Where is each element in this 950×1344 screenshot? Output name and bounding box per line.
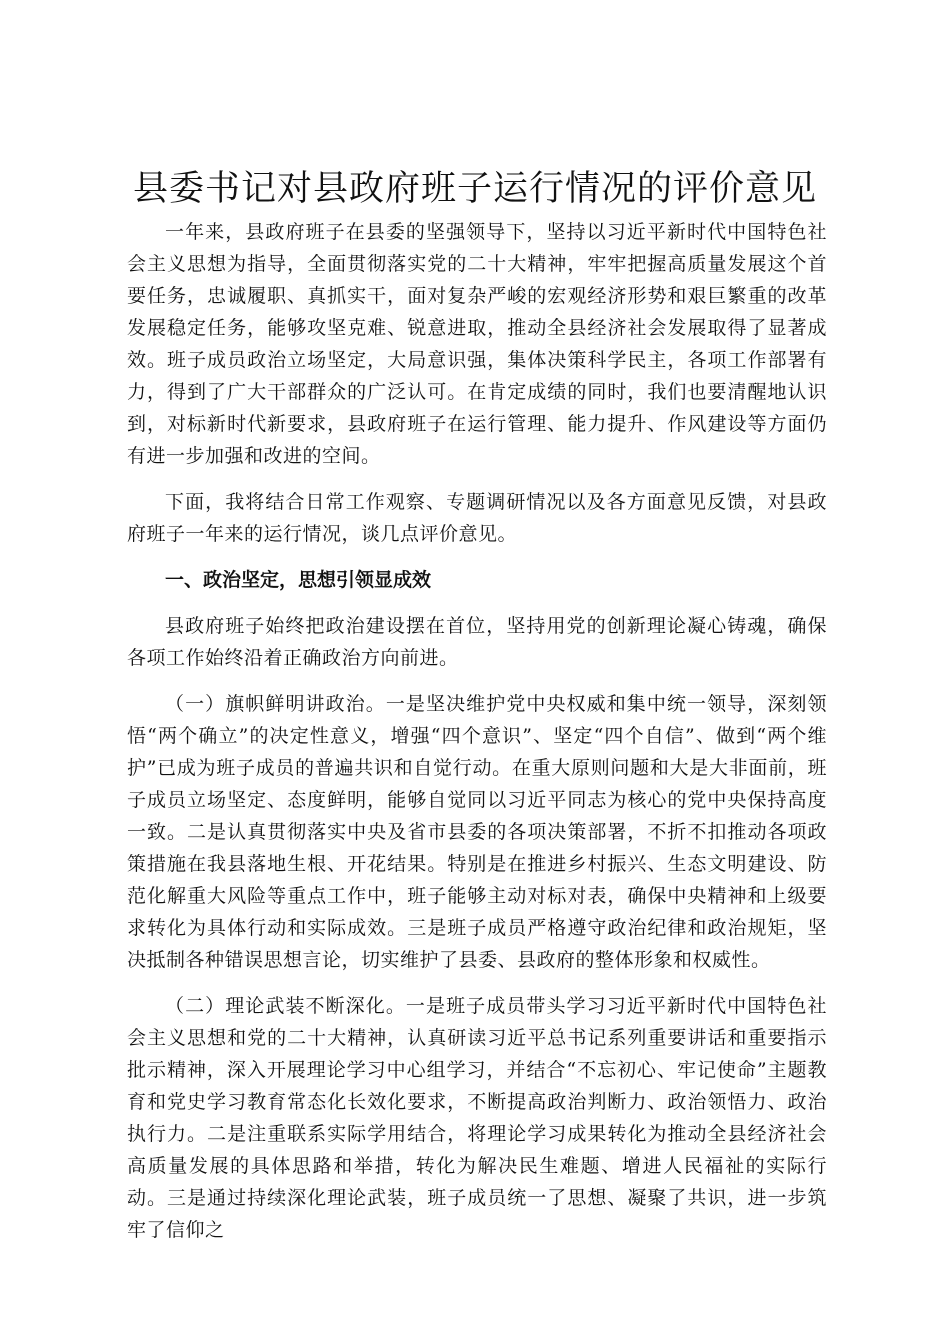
document-title: 县委书记对县政府班子运行情况的评价意见	[132, 169, 817, 209]
paragraph-preface: 下面，我将结合日常工作观察、专题调研情况以及各方面意见反馈，对县政府班子一年来的运行情况，谈几点评价意见。	[127, 491, 827, 545]
paragraph-section-1-summary: 县政府班子始终把政治建设摆在首位，坚持用党的创新理论凝心铸魂，确保各项工作始终沿着正确政治方向前进。	[127, 615, 827, 669]
paragraph-intro: 一年来，县政府班子在县委的坚强领导下，坚持以习近平新时代中国特色社会主义思想为指导，全面贯彻落实党的二十大精神，牢牢把握高质量发展这个首要任务，忠诚履职、真抓实干，面对复杂严峻的宏观经济形势和艰巨繁重的改革发展稳定任务，能够攻坚克难、锐意进取，推动全县经济社会发展取得了显著成效。班子成员政治立场坚定，大局意识强，集体决策科学民主，各项工作部署有力，得到了广大干部群众的广泛认可。在肯定成绩的同时，我们也要清醒地认识到，对标新时代新要求，县政府班子在运行管理、能力提升、作风建设等方面仍有进一步加强和改进的空间。	[127, 221, 827, 467]
document-body	[127, 216, 827, 1260]
section-heading-1: 一、政治坚定，思想引领显成效	[165, 569, 432, 591]
paragraph-subsection-2: （二）理论武装不断深化。一是班子成员带头学习习近平新时代中国特色社会主义思想和党的二十大精神，认真研读习近平总书记系列重要讲话和重要指示批示精神，深入开展理论学习中心组学习，并结合“不忘初心、牢记使命”主题教育和党史学习教育常态化长效化要求，不断提高政治判断力、政治领悟力、政治执行力。二是注重联系实际学用结合，将理论学习成果转化为推动全县经济社会高质量发展的具体思路和举措，转化为解决民生难题、增进人民福祉的实际行动。三是通过持续深化理论武装，班子成员统一了思想、凝聚了共识，进一步筑牢了信仰之	[127, 995, 827, 1241]
paragraph-subsection-1: （一）旗帜鲜明讲政治。一是坚决维护党中央权威和集中统一领导，深刻领悟“两个确立”的决定性意义，增强“四个意识”、坚定“四个自信”、做到“两个维护”已成为班子成员的普遍共识和自觉行动。在重大原则问题和大是大非面前，班子成员立场坚定、态度鲜明，能够自觉同以习近平同志为核心的党中央保持高度一致。二是认真贯彻落实中央及省市县委的各项决策部署，不折不扣推动各项政策措施在我县落地生根、开花结果。特别是在推进乡村振兴、生态文明建设、防范化解重大风险等重点工作中，班子能够主动对标对表，确保中央精神和上级要求转化为具体行动和实际成效。三是班子成员严格遵守政治纪律和政治规矩，坚决抵制各种错误思想言论，切实维护了县委、县政府的整体形象和权威性。	[127, 693, 827, 971]
